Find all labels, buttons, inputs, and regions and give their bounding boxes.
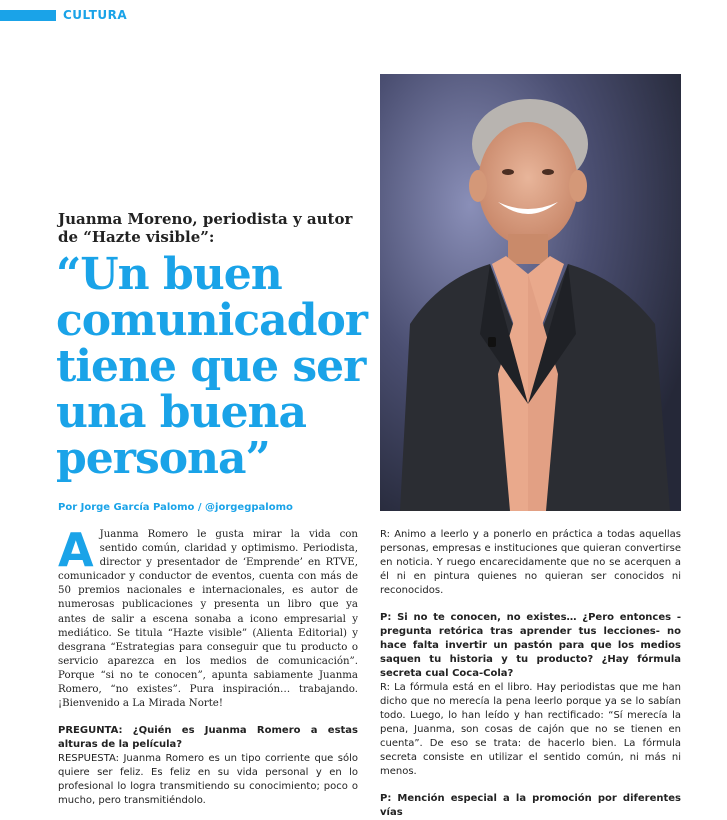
qa-block (58, 724, 358, 808)
portrait-photo (380, 74, 681, 511)
article-subtitle: Juanma Moreno, periodista y autor de “Hazte visible”: (58, 210, 353, 246)
answer: R: La fórmula está en el libro. Hay periodistas que me han dicho que no merecía la pena leerlo porque ya se lo sabían todo. Luego, lo han leído y han rectificado: “Sí merecía la pena, Juanma, son cosas de cajón que no se tienen en cuenta”. De eso se trata: de hacerlo bien. La fórmula secreta consiste en utilizar el sentido común, ni más ni menos. (380, 682, 681, 777)
answer: RESPUESTA: Juanma Romero es un tipo corriente que sólo quiere ser feliz. Es feliz en su vida personal y en lo profesional lo logra transmitiendo su conocimiento; poco o mucho, pero transmitiéndolo. (58, 753, 358, 807)
section-label: CULTURA (63, 8, 128, 22)
intro-paragraph (58, 523, 358, 711)
article-byline: Por Jorge García Palomo / @jorgegpalomo (58, 502, 293, 513)
question: PREGUNTA: ¿Quién es Juanma Romero a estas alturas de la película? (58, 725, 358, 751)
left-column (58, 523, 358, 808)
dropcap: A (58, 523, 94, 577)
question: P: Si no te conocen, no existes… ¿Pero entonces -pregunta retórica tras aprender tus lecciones- no hace falta invertir un pastón para que los medios saquen tu historia y tu producto? ¿Hay fórmula secreta cual Coca-Cola? (380, 612, 681, 679)
qa-block (380, 792, 681, 820)
article-headline: “Un buen comunicador tiene que ser una buena persona” (56, 249, 367, 484)
question: P: Mención especial a la promoción por diferentes vías (380, 793, 681, 818)
right-column (380, 528, 681, 820)
qa-block (380, 611, 681, 779)
section-bar (0, 10, 56, 21)
answer: R: Animo a leerlo y a ponerlo en práctica a todas aquellas personas, empresas e instituciones que quieran convertirse en noticia. Y ruego encarecidamente que no se acerquen a él ni en pintura quienes no quieran ser conocidos ni reconocidos. (380, 529, 681, 596)
intro-text: Juanma Romero le gusta mirar la vida con sentido común, claridad y optimismo. Periodista, director y presentador de ‘Emprende’ en RTVE, comunicador y conductor de eventos, cuenta con más de 50 premios nacionales e internacionales, es autor de numerosas publicaciones y presenta un libro que ya antes de salir a escena sonaba a icono empresarial y mediático. Se titula “Hazte visible” (Alienta Editorial) y desgrana “Estrategias para conseguir que tu producto o servicio aparezca en los medios de comunicación”. Porque “si no te conocen”, apunta sabiamente Juanma Romero, “no existes”. Pura inspiración… trabajando. ¡Bienvenido a La Mirada Norte! (58, 529, 358, 710)
